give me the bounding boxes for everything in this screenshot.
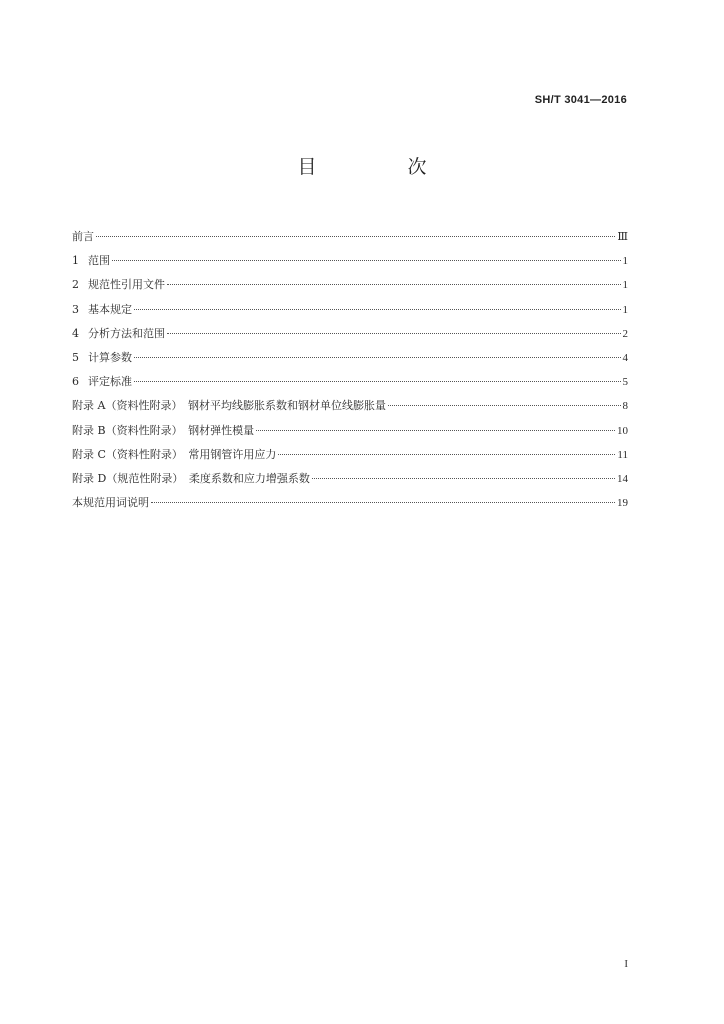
toc-entry-label: 评定标准 bbox=[88, 375, 132, 389]
toc-entry-wording-explanation[interactable] bbox=[72, 494, 628, 518]
toc-leader-dots bbox=[388, 405, 621, 406]
toc-entry-page: 14 bbox=[617, 472, 628, 485]
page-number: I bbox=[624, 958, 628, 970]
toc-leader-dots bbox=[134, 309, 621, 310]
toc-leader-dots bbox=[278, 454, 615, 455]
toc-entry-number: 3 bbox=[72, 302, 79, 316]
toc-entry-appendix-a[interactable] bbox=[72, 397, 628, 421]
toc-leader-dots bbox=[151, 502, 615, 503]
toc-entry-number: 1 bbox=[72, 254, 79, 268]
toc-entry-page: 8 bbox=[622, 400, 628, 413]
toc-entry-label: 附录 C（资料性附录） 常用钢管许用应力 bbox=[72, 447, 277, 461]
toc-entry-calculation-parameters[interactable] bbox=[72, 349, 628, 373]
toc-entry-label: 本规范用词说明 bbox=[72, 496, 149, 510]
toc-entry-page: 2 bbox=[622, 327, 628, 340]
toc-entry-page: 1 bbox=[622, 279, 628, 292]
toc-leader-dots bbox=[96, 236, 615, 237]
toc-entry-basic-requirements[interactable] bbox=[72, 301, 628, 325]
toc-entry-page: 4 bbox=[622, 351, 628, 364]
toc-entry-page: 1 bbox=[622, 303, 628, 316]
toc-entry-page: 1 bbox=[622, 255, 628, 268]
toc-entry-label: 范围 bbox=[88, 254, 110, 268]
toc-entry-page: 19 bbox=[617, 497, 628, 510]
toc-entry-label: 前言 bbox=[72, 230, 94, 243]
toc-leader-dots bbox=[167, 284, 621, 285]
toc-entry-appendix-d[interactable] bbox=[72, 470, 628, 494]
toc-entry-appendix-b[interactable] bbox=[72, 422, 628, 446]
toc-entry-number: 6 bbox=[72, 375, 79, 389]
toc-entry-page: 11 bbox=[617, 448, 628, 461]
toc-leader-dots bbox=[256, 430, 615, 431]
toc-entry-label: 分析方法和范围 bbox=[88, 326, 165, 340]
toc-leader-dots bbox=[134, 357, 621, 358]
toc-entry-analysis-methods[interactable] bbox=[72, 325, 628, 349]
toc-entry-number: 5 bbox=[72, 350, 79, 364]
toc-leader-dots bbox=[312, 478, 615, 479]
toc-leader-dots bbox=[134, 381, 621, 382]
toc-entry-normative-references[interactable] bbox=[72, 276, 628, 300]
toc-entry-label: 计算参数 bbox=[88, 350, 132, 364]
standard-code: SH/T 3041—2016 bbox=[534, 94, 627, 106]
toc-leader-dots bbox=[112, 260, 621, 261]
toc-entry-label: 附录 B（资料性附录） 钢材弹性模量 bbox=[72, 423, 255, 437]
toc-entry-label: 附录 A（资料性附录） 钢材平均线膨胀系数和钢材单位线膨胀量 bbox=[72, 399, 386, 413]
toc-entry-number: 4 bbox=[72, 326, 79, 340]
toc-entry-number: 2 bbox=[72, 278, 79, 292]
toc-title: 目 次 bbox=[297, 156, 463, 178]
toc-entry-label: 附录 D（规范性附录） 柔度系数和应力增强系数 bbox=[72, 471, 310, 485]
toc-entry-page: Ⅲ bbox=[617, 231, 628, 243]
toc-entry-foreword[interactable] bbox=[72, 228, 628, 252]
toc-entry-scope[interactable] bbox=[72, 252, 628, 276]
toc-leader-dots bbox=[167, 333, 621, 334]
toc-entry-label: 规范性引用文件 bbox=[88, 278, 165, 292]
toc-entry-page: 10 bbox=[617, 424, 628, 437]
toc-entry-label: 基本规定 bbox=[88, 302, 132, 316]
toc-entry-page: 5 bbox=[622, 376, 628, 389]
toc-entry-evaluation-criteria[interactable] bbox=[72, 373, 628, 397]
table-of-contents bbox=[72, 228, 628, 518]
toc-entry-appendix-c[interactable] bbox=[72, 446, 628, 470]
